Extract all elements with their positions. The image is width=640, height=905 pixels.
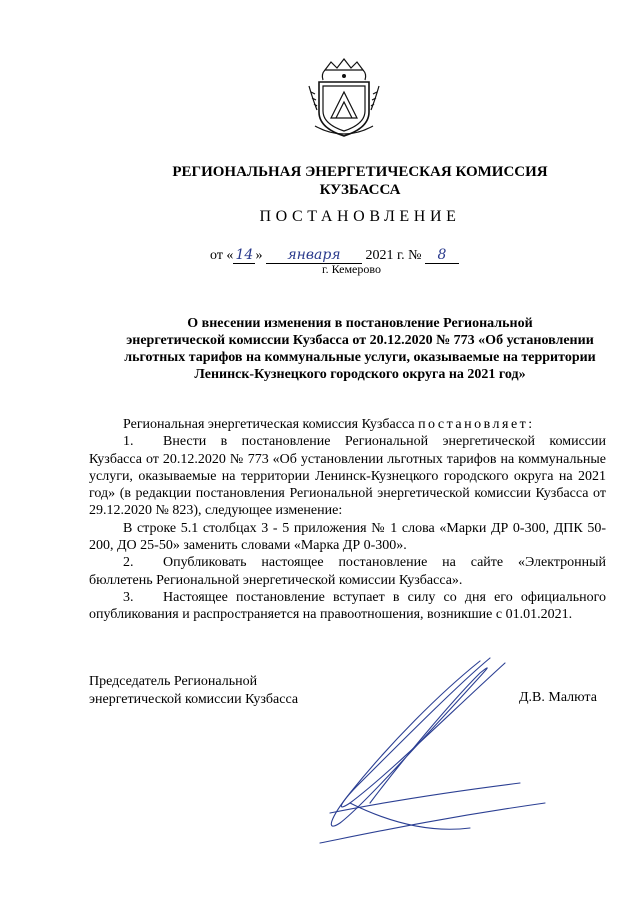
subject-line-4: Ленинск-Кузнецкого городского округа на 2021 год» — [194, 367, 526, 382]
organization-title — [80, 163, 640, 199]
document-body — [89, 416, 606, 624]
signature-strokes — [320, 658, 545, 843]
item-2-number: 2. — [123, 555, 134, 571]
document-number: 8 — [425, 248, 459, 264]
item-1-text: Внести в постановление Региональной энергетической комиссии Кузбасса от 20.12.2020 № 773 «Об установлении льготных тарифов на коммунальные услуги, оказываемые на территории Ленинск-Кузнецкого городского округа на 2021 год» (в редакции постановления Региональной энергетической комиссии Кузбасса от 29.12.2020 № 823), следующее изменение: — [89, 434, 606, 519]
signatory-name: Д.В. Малюта — [519, 690, 597, 705]
item-2-text: Опубликовать настоящее постановление на сайте «Электронный бюллетень Региональной энергетической комиссии Кузбасса». — [89, 555, 606, 588]
item-1-number: 1. — [123, 434, 134, 450]
organization-line-2: КУЗБАССА — [319, 182, 401, 198]
item-3-number: 3. — [123, 589, 134, 605]
intro-text: Региональная энергетическая комиссия Кузбасса — [123, 417, 415, 432]
subject-line-3: льготных тарифов на коммунальные услуги, оказываемые на территории — [124, 350, 596, 365]
signatory-title-line-1: Председатель Региональной — [89, 674, 258, 689]
document-type: ПОСТАНОВЛЕНИЕ — [259, 208, 461, 225]
handwritten-signature — [290, 653, 550, 853]
date-month: января — [266, 248, 362, 264]
date-day: 14 — [233, 248, 255, 264]
kuzbass-coat-of-arms-icon — [305, 56, 383, 140]
signatory-title-line-2: энергетической комиссии Кузбасса — [89, 691, 299, 707]
organization-line-1: РЕГИОНАЛЬНАЯ ЭНЕРГЕТИЧЕСКАЯ КОМИССИЯ — [172, 164, 548, 180]
item-3 — [89, 589, 606, 624]
signatory-title — [89, 673, 298, 708]
date-year: 2021 г. № — [365, 248, 422, 263]
city: г. Кемерово — [322, 262, 381, 276]
intro-paragraph — [89, 416, 606, 433]
date-prefix: от « — [210, 248, 234, 263]
intro-verb: постановляет: — [418, 417, 535, 432]
document-subject — [80, 315, 640, 383]
date-mid: » — [255, 248, 263, 263]
subject-line-1: О внесении изменения в постановление Региональной — [187, 316, 533, 331]
item-3-text: Настоящее постановление вступает в силу со дня его официального опубликования и распространяется на правоотношения, возникшие с 01.01.2021. — [89, 589, 606, 623]
item-1 — [89, 433, 606, 519]
item-1-detail: В строке 5.1 столбцах 3 - 5 приложения № 1 слова «Марки ДР 0-300, ДПК 50-200, ДО 25-50» заменить словами «Марка ДР 0-300». — [89, 520, 606, 554]
item-2 — [89, 554, 606, 589]
subject-line-2: энергетической комиссии Кузбасса от 20.12.2020 № 773 «Об установлении — [126, 333, 594, 348]
